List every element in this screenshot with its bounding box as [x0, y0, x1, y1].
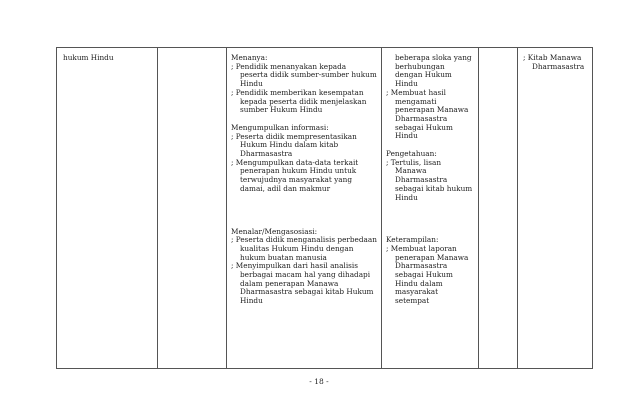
activity-item-text: hukum buatan manusia [240, 252, 327, 262]
assessment-item-text: Hindu [395, 192, 418, 202]
material-cell [63, 54, 114, 63]
activity-item-text: dalam penerapan Manawa [240, 278, 339, 288]
source-item-text: Dharmasastra [532, 61, 585, 71]
column-divider [226, 48, 227, 368]
assessment-heading-pengetahuan: Pengetahuan: [386, 149, 437, 159]
activity-item-text: damai, adil dan makmur [240, 183, 331, 193]
assessment-item-text: sebagai Hukum [395, 270, 453, 280]
activity-item-text: kualitas Hukum Hindu dengan [240, 243, 354, 253]
learning-activities-cell [231, 54, 379, 306]
column-divider [478, 48, 479, 368]
assessment-item-text: penerapan Manawa [395, 252, 469, 262]
activity-heading-menanya: Menanya: [231, 53, 268, 62]
column-divider [157, 48, 158, 368]
assessment-item-text: sebagai kitab hukum [395, 183, 473, 193]
activity-item-text: berbagai macam hal yang dihadapi [240, 270, 371, 280]
assessment-item-text: Manawa [395, 166, 427, 176]
assessment-item-text: Dharmasastra [395, 113, 448, 123]
assessment-item-text: beberapa sloka yang [395, 53, 472, 62]
assessment-item-text: mengamati [395, 96, 437, 106]
activity-item-text: kepada peserta didik menjelaskan [240, 96, 367, 106]
activity-item-text: Dharmasastra sebagai kitab Hukum [240, 287, 374, 297]
assessment-item-text: Hindu [395, 131, 418, 141]
assessment-item-text: setempat [395, 296, 430, 306]
assessment-item-text: masyarakat [395, 287, 439, 297]
assessment-item-text: Dharmasastra [395, 261, 448, 271]
activity-item-text: Dharmasastra [240, 149, 293, 159]
activity-item-text: peserta didik sumber-sumber hukum [240, 70, 377, 80]
assessment-item-text: Dharmasastra [395, 175, 448, 185]
activity-item: ; Menyimpulkan dari hasil analisis [231, 261, 358, 271]
activity-item-text: sumber Hukum Hindu [240, 105, 323, 115]
activity-item: ; Pendidik menanyakan kepada [231, 61, 347, 71]
assessment-item-text: Hindu dalam [395, 278, 443, 288]
assessment-item-text: berhubungan [395, 61, 445, 71]
activity-item: ; Peserta didik mempresentasikan [231, 131, 357, 141]
assessment-heading-keterampilan: Keterampilan: [386, 235, 439, 245]
activity-item-text: Hukum Hindu dalam kitab [240, 140, 339, 150]
activity-item-text: terwujudnya masyarakat yang [240, 175, 353, 185]
activity-heading-menalar: Menalar/Mengasosiasi: [231, 226, 318, 236]
activity-item: ; Peserta didik menganalisis perbedaan [231, 235, 377, 245]
assessment-item: ; Tertulis, lisan [386, 157, 442, 167]
assessment-item-text: penerapan Manawa [395, 105, 469, 115]
assessment-item-text: sebagai Hukum [395, 122, 453, 132]
column-divider [517, 48, 518, 368]
source-item: ; Kitab Manawa [523, 53, 582, 62]
activity-item-text: penerapan hukum Hindu untuk [240, 166, 357, 176]
assessment-item-text: dengan Hukum [395, 70, 452, 80]
learning-source-cell [523, 54, 591, 71]
assessment-cell [386, 54, 476, 306]
column-divider [381, 48, 382, 368]
activity-item-text: Hindu [240, 296, 263, 306]
assessment-item: ; Membuat laporan [386, 243, 457, 253]
page-number: - 18 - [309, 377, 329, 386]
lesson-plan-table [56, 47, 593, 369]
material-text: hukum Hindu [63, 53, 114, 62]
activity-item: ; Mengumpulkan data-data terkait [231, 157, 359, 167]
assessment-item: ; Membuat hasil [386, 87, 446, 97]
activity-item: ; Pendidik memberikan kesempatan [231, 87, 364, 97]
assessment-item-text: Hindu [395, 79, 418, 89]
activity-heading-mengumpulkan: Mengumpulkan informasi: [231, 122, 329, 132]
activity-item-text: Hindu [240, 79, 263, 89]
